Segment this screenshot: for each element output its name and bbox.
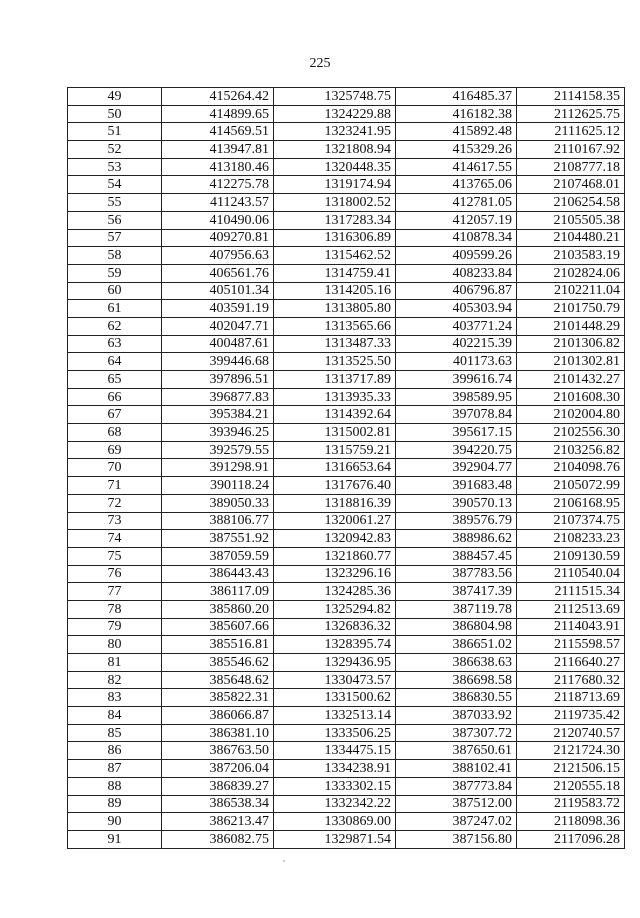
value-cell: 388457.45 (396, 547, 517, 565)
value-cell: 387247.02 (396, 813, 517, 831)
value-cell: 387119.78 (396, 600, 517, 618)
value-cell: 406796.87 (396, 282, 517, 300)
table-row (68, 618, 625, 636)
table-row (68, 88, 625, 106)
value-cell: 1314205.16 (274, 282, 396, 300)
table-row (68, 105, 625, 123)
value-cell: 1313935.33 (274, 388, 396, 406)
value-cell: 1332342.22 (274, 795, 396, 813)
value-cell: 1314392.64 (274, 406, 396, 424)
value-cell: 385546.62 (162, 654, 274, 672)
value-cell: 395617.15 (396, 424, 517, 442)
value-cell: 409599.26 (396, 247, 517, 265)
value-cell: 1325294.82 (274, 600, 396, 618)
table-row (68, 707, 625, 725)
value-cell: 386638.63 (396, 654, 517, 672)
row-number-cell: 88 (68, 777, 162, 795)
value-cell: 416485.37 (396, 88, 517, 106)
table-row (68, 424, 625, 442)
table-row (68, 512, 625, 530)
value-cell: 2101432.27 (517, 371, 625, 389)
value-cell: 1334238.91 (274, 760, 396, 778)
value-cell: 2101750.79 (517, 300, 625, 318)
value-cell: 2120555.18 (517, 777, 625, 795)
value-cell: 396877.83 (162, 388, 274, 406)
row-number-cell: 86 (68, 742, 162, 760)
row-number-cell: 61 (68, 300, 162, 318)
value-cell: 412057.19 (396, 211, 517, 229)
value-cell: 2118713.69 (517, 689, 625, 707)
value-cell: 411243.57 (162, 194, 274, 212)
row-number-cell: 73 (68, 512, 162, 530)
table-row (68, 406, 625, 424)
value-cell: 1321860.77 (274, 547, 396, 565)
row-number-cell: 52 (68, 141, 162, 159)
value-cell: 1331500.62 (274, 689, 396, 707)
value-cell: 412275.78 (162, 176, 274, 194)
row-number-cell: 68 (68, 424, 162, 442)
table-row (68, 388, 625, 406)
value-cell: 393946.25 (162, 424, 274, 442)
row-number-cell: 58 (68, 247, 162, 265)
page-number: 225 (309, 56, 331, 71)
value-cell: 2104480.21 (517, 229, 625, 247)
value-cell: 1315002.81 (274, 424, 396, 442)
value-cell: 2102004.80 (517, 406, 625, 424)
table-row (68, 494, 625, 512)
value-cell: 386066.87 (162, 707, 274, 725)
value-cell: 388986.62 (396, 530, 517, 548)
table-row (68, 300, 625, 318)
row-number-cell: 54 (68, 176, 162, 194)
table-row (68, 441, 625, 459)
table-row (68, 671, 625, 689)
table-row (68, 777, 625, 795)
table-row (68, 583, 625, 601)
value-cell: 2109130.59 (517, 547, 625, 565)
table-row (68, 317, 625, 335)
table-row (68, 654, 625, 672)
value-cell: 387156.80 (396, 830, 517, 848)
value-cell: 2101448.29 (517, 317, 625, 335)
value-cell: 1317676.40 (274, 477, 396, 495)
value-cell: 387773.84 (396, 777, 517, 795)
table-row (68, 477, 625, 495)
table-row (68, 229, 625, 247)
value-cell: 401173.63 (396, 353, 517, 371)
row-number-cell: 49 (68, 88, 162, 106)
value-cell: 386698.58 (396, 671, 517, 689)
value-cell: 386443.43 (162, 565, 274, 583)
value-cell: 413765.06 (396, 176, 517, 194)
row-number-cell: 62 (68, 317, 162, 335)
value-cell: 1332513.14 (274, 707, 396, 725)
table-row (68, 795, 625, 813)
value-cell: 2117096.28 (517, 830, 625, 848)
row-number-cell: 81 (68, 654, 162, 672)
value-cell: 1313565.66 (274, 317, 396, 335)
value-cell: 386651.02 (396, 636, 517, 654)
value-cell: 385822.31 (162, 689, 274, 707)
value-cell: 398589.95 (396, 388, 517, 406)
value-cell: 2103256.82 (517, 441, 625, 459)
value-cell: 406561.76 (162, 264, 274, 282)
table-row (68, 689, 625, 707)
value-cell: 1330473.57 (274, 671, 396, 689)
table-body (68, 88, 625, 849)
value-cell: 407956.63 (162, 247, 274, 265)
value-cell: 399616.74 (396, 371, 517, 389)
row-number-cell: 67 (68, 406, 162, 424)
value-cell: 387650.61 (396, 742, 517, 760)
value-cell: 2121724.30 (517, 742, 625, 760)
value-cell: 2105072.99 (517, 477, 625, 495)
value-cell: 2111515.34 (517, 583, 625, 601)
value-cell: 385860.20 (162, 600, 274, 618)
table-row (68, 194, 625, 212)
value-cell: 1323296.16 (274, 565, 396, 583)
value-cell: 1313805.80 (274, 300, 396, 318)
row-number-cell: 80 (68, 636, 162, 654)
row-number-cell: 56 (68, 211, 162, 229)
value-cell: 2107374.75 (517, 512, 625, 530)
value-cell: 414899.65 (162, 105, 274, 123)
value-cell: 402215.39 (396, 335, 517, 353)
table-row (68, 547, 625, 565)
table-row (68, 530, 625, 548)
value-cell: 1334475.15 (274, 742, 396, 760)
value-cell: 392579.55 (162, 441, 274, 459)
value-cell: 1329436.95 (274, 654, 396, 672)
table-row (68, 211, 625, 229)
table-row (68, 264, 625, 282)
row-number-cell: 83 (68, 689, 162, 707)
value-cell: 2110540.04 (517, 565, 625, 583)
row-number-cell: 82 (68, 671, 162, 689)
value-cell: 410878.34 (396, 229, 517, 247)
value-cell: 2102824.06 (517, 264, 625, 282)
value-cell: 408233.84 (396, 264, 517, 282)
row-number-cell: 64 (68, 353, 162, 371)
row-number-cell: 50 (68, 105, 162, 123)
table-row (68, 158, 625, 176)
row-number-cell: 70 (68, 459, 162, 477)
value-cell: 415329.26 (396, 141, 517, 159)
scan-speck (283, 860, 285, 862)
value-cell: 412781.05 (396, 194, 517, 212)
row-number-cell: 84 (68, 707, 162, 725)
value-cell: 391683.48 (396, 477, 517, 495)
value-cell: 1325748.75 (274, 88, 396, 106)
value-cell: 1318002.52 (274, 194, 396, 212)
value-cell: 2105505.38 (517, 211, 625, 229)
table-row (68, 123, 625, 141)
table-row (68, 636, 625, 654)
value-cell: 2104098.76 (517, 459, 625, 477)
table-row (68, 742, 625, 760)
value-cell: 386213.47 (162, 813, 274, 831)
value-cell: 1314759.41 (274, 264, 396, 282)
value-cell: 385648.62 (162, 671, 274, 689)
table-row (68, 141, 625, 159)
value-cell: 405101.34 (162, 282, 274, 300)
row-number-cell: 74 (68, 530, 162, 548)
value-cell: 1321808.94 (274, 141, 396, 159)
value-cell: 386763.50 (162, 742, 274, 760)
value-cell: 387551.92 (162, 530, 274, 548)
value-cell: 414569.51 (162, 123, 274, 141)
value-cell: 2119583.72 (517, 795, 625, 813)
value-cell: 413180.46 (162, 158, 274, 176)
value-cell: 1316306.89 (274, 229, 396, 247)
value-cell: 2120740.57 (517, 724, 625, 742)
row-number-cell: 90 (68, 813, 162, 831)
value-cell: 2108233.23 (517, 530, 625, 548)
value-cell: 386830.55 (396, 689, 517, 707)
row-number-cell: 69 (68, 441, 162, 459)
value-cell: 2106254.58 (517, 194, 625, 212)
value-cell: 2121506.15 (517, 760, 625, 778)
value-cell: 386082.75 (162, 830, 274, 848)
table-row (68, 335, 625, 353)
row-number-cell: 76 (68, 565, 162, 583)
value-cell: 390570.13 (396, 494, 517, 512)
value-cell: 405303.94 (396, 300, 517, 318)
value-cell: 2116640.27 (517, 654, 625, 672)
value-cell: 1319174.94 (274, 176, 396, 194)
table-row (68, 353, 625, 371)
value-cell: 2111625.12 (517, 123, 625, 141)
value-cell: 402047.71 (162, 317, 274, 335)
coordinates-table (67, 87, 625, 849)
value-cell: 1328395.74 (274, 636, 396, 654)
value-cell: 2106168.95 (517, 494, 625, 512)
value-cell: 415264.42 (162, 88, 274, 106)
value-cell: 387307.72 (396, 724, 517, 742)
value-cell: 2114043.91 (517, 618, 625, 636)
row-number-cell: 59 (68, 264, 162, 282)
value-cell: 1313717.89 (274, 371, 396, 389)
value-cell: 385607.66 (162, 618, 274, 636)
value-cell: 394220.75 (396, 441, 517, 459)
value-cell: 1320448.35 (274, 158, 396, 176)
value-cell: 390118.24 (162, 477, 274, 495)
value-cell: 2101608.30 (517, 388, 625, 406)
table-row (68, 760, 625, 778)
table-row (68, 600, 625, 618)
value-cell: 1317283.34 (274, 211, 396, 229)
value-cell: 387417.39 (396, 583, 517, 601)
value-cell: 1330869.00 (274, 813, 396, 831)
value-cell: 1324285.36 (274, 583, 396, 601)
value-cell: 388106.77 (162, 512, 274, 530)
value-cell: 387206.04 (162, 760, 274, 778)
value-cell: 392904.77 (396, 459, 517, 477)
table-row (68, 830, 625, 848)
row-number-cell: 66 (68, 388, 162, 406)
row-number-cell: 79 (68, 618, 162, 636)
value-cell: 415892.48 (396, 123, 517, 141)
value-cell: 388102.41 (396, 760, 517, 778)
value-cell: 2112513.69 (517, 600, 625, 618)
value-cell: 2114158.35 (517, 88, 625, 106)
value-cell: 2101306.82 (517, 335, 625, 353)
value-cell: 1320061.27 (274, 512, 396, 530)
row-number-cell: 51 (68, 123, 162, 141)
row-number-cell: 65 (68, 371, 162, 389)
row-number-cell: 72 (68, 494, 162, 512)
value-cell: 399446.68 (162, 353, 274, 371)
value-cell: 386804.98 (396, 618, 517, 636)
value-cell: 1333506.25 (274, 724, 396, 742)
value-cell: 386839.27 (162, 777, 274, 795)
row-number-cell: 87 (68, 760, 162, 778)
value-cell: 413947.81 (162, 141, 274, 159)
value-cell: 1318816.39 (274, 494, 396, 512)
table-row (68, 565, 625, 583)
value-cell: 1324229.88 (274, 105, 396, 123)
value-cell: 395384.21 (162, 406, 274, 424)
value-cell: 397896.51 (162, 371, 274, 389)
value-cell: 2119735.42 (517, 707, 625, 725)
table-row (68, 371, 625, 389)
row-number-cell: 55 (68, 194, 162, 212)
value-cell: 403771.24 (396, 317, 517, 335)
value-cell: 1320942.83 (274, 530, 396, 548)
table-row (68, 282, 625, 300)
table-row (68, 724, 625, 742)
row-number-cell: 60 (68, 282, 162, 300)
row-number-cell: 63 (68, 335, 162, 353)
value-cell: 2112625.75 (517, 105, 625, 123)
value-cell: 2115598.57 (517, 636, 625, 654)
value-cell: 2117680.32 (517, 671, 625, 689)
value-cell: 386381.10 (162, 724, 274, 742)
value-cell: 386538.34 (162, 795, 274, 813)
row-number-cell: 91 (68, 830, 162, 848)
value-cell: 409270.81 (162, 229, 274, 247)
value-cell: 386117.09 (162, 583, 274, 601)
value-cell: 1323241.95 (274, 123, 396, 141)
value-cell: 2118098.36 (517, 813, 625, 831)
table-row (68, 247, 625, 265)
value-cell: 1313525.50 (274, 353, 396, 371)
value-cell: 389050.33 (162, 494, 274, 512)
row-number-cell: 71 (68, 477, 162, 495)
value-cell: 2107468.01 (517, 176, 625, 194)
row-number-cell: 78 (68, 600, 162, 618)
value-cell: 2108777.18 (517, 158, 625, 176)
value-cell: 1329871.54 (274, 830, 396, 848)
row-number-cell: 53 (68, 158, 162, 176)
row-number-cell: 77 (68, 583, 162, 601)
table-row (68, 176, 625, 194)
table-row (68, 459, 625, 477)
value-cell: 1315759.21 (274, 441, 396, 459)
value-cell: 387512.00 (396, 795, 517, 813)
value-cell: 400487.61 (162, 335, 274, 353)
row-number-cell: 89 (68, 795, 162, 813)
value-cell: 1326836.32 (274, 618, 396, 636)
value-cell: 1316653.64 (274, 459, 396, 477)
value-cell: 410490.06 (162, 211, 274, 229)
row-number-cell: 85 (68, 724, 162, 742)
value-cell: 391298.91 (162, 459, 274, 477)
value-cell: 387033.92 (396, 707, 517, 725)
value-cell: 387783.56 (396, 565, 517, 583)
value-cell: 1313487.33 (274, 335, 396, 353)
value-cell: 2110167.92 (517, 141, 625, 159)
value-cell: 403591.19 (162, 300, 274, 318)
value-cell: 2103583.19 (517, 247, 625, 265)
value-cell: 414617.55 (396, 158, 517, 176)
value-cell: 2102556.30 (517, 424, 625, 442)
value-cell: 397078.84 (396, 406, 517, 424)
value-cell: 416182.38 (396, 105, 517, 123)
row-number-cell: 57 (68, 229, 162, 247)
value-cell: 1333302.15 (274, 777, 396, 795)
value-cell: 2102211.04 (517, 282, 625, 300)
value-cell: 1315462.52 (274, 247, 396, 265)
value-cell: 2101302.81 (517, 353, 625, 371)
value-cell: 389576.79 (396, 512, 517, 530)
row-number-cell: 75 (68, 547, 162, 565)
value-cell: 387059.59 (162, 547, 274, 565)
value-cell: 385516.81 (162, 636, 274, 654)
table-row (68, 813, 625, 831)
